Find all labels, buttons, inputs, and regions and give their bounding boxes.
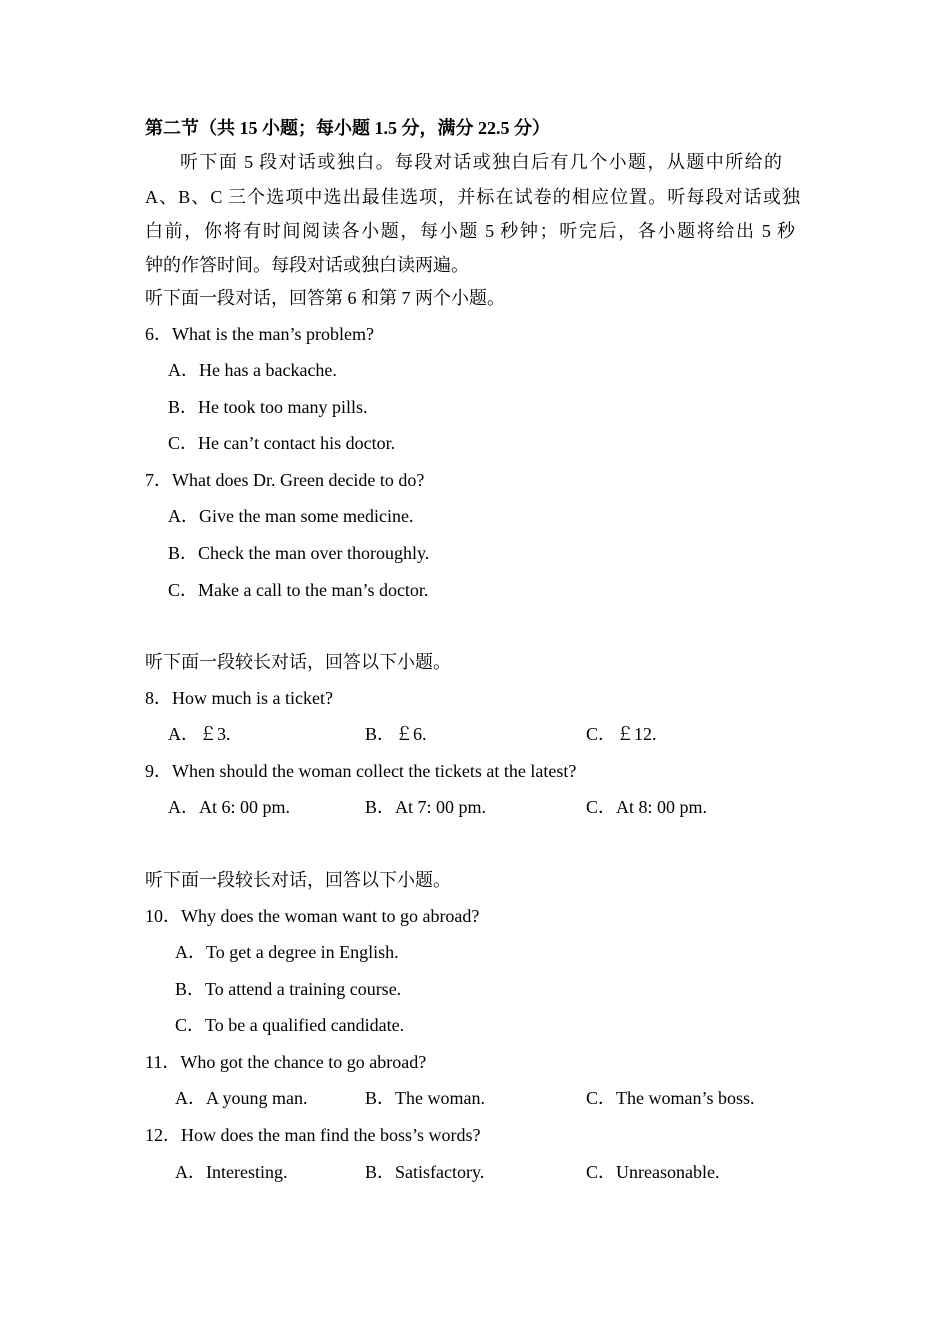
question-number: 6． <box>145 324 172 344</box>
group-intro: 听下面一段较长对话，回答以下小题。 <box>145 652 451 672</box>
question-number: 12． <box>145 1125 181 1145</box>
answer-option: C．At 8: 00 pm. <box>586 797 708 817</box>
question-text: Who got the chance to go abroad? <box>180 1052 427 1072</box>
answer-option: A．He has a backache. <box>168 360 337 380</box>
instructions-line: 白前，你将有时间阅读各小题，每小题 5 秒钟；听完后，各小题将给出 5 秒 <box>145 221 795 241</box>
group-intro: 听下面一段较长对话，回答以下小题。 <box>145 870 451 890</box>
question <box>145 468 424 492</box>
answer-option: B．He took too many pills. <box>168 397 368 417</box>
question <box>145 904 479 928</box>
answer-option: C．Make a call to the man’s doctor. <box>168 580 429 600</box>
question-text: How much is a ticket? <box>172 688 333 708</box>
answer-option: C．He can’t contact his doctor. <box>168 433 396 453</box>
answer-option: C．To be a qualified candidate. <box>175 1015 405 1035</box>
question-number: 7． <box>145 470 172 490</box>
question <box>145 322 374 346</box>
answer-option: C．The woman’s boss. <box>586 1088 755 1108</box>
answer-option: C．Unreasonable. <box>586 1162 720 1182</box>
answer-option: B．Check the man over thoroughly. <box>168 543 430 563</box>
answer-option: A．To get a degree in English. <box>175 942 399 962</box>
answer-option: A．Interesting. <box>175 1162 288 1182</box>
question-number: 9． <box>145 761 172 781</box>
answer-option: B．At 7: 00 pm. <box>365 797 487 817</box>
question <box>145 1123 480 1147</box>
question-number: 10． <box>145 906 181 926</box>
question-text: What is the man’s problem? <box>172 324 374 344</box>
question-number: 8． <box>145 688 172 708</box>
question-text: How does the man find the boss’s words? <box>181 1125 481 1145</box>
answer-option: B．￡6. <box>365 724 427 744</box>
question <box>145 686 333 710</box>
instructions-line: 听下面 5 段对话或独白。每段对话或独白后有几个小题，从题中所给的 <box>180 152 782 172</box>
question <box>145 759 576 783</box>
instructions-line: 钟的作答时间。每段对话或独白读两遍。 <box>145 255 469 275</box>
answer-option: C．￡12. <box>586 724 657 744</box>
answer-option: A．A young man. <box>175 1088 308 1108</box>
question-number: 11． <box>145 1052 181 1072</box>
question <box>145 1050 426 1074</box>
group-intro: 听下面一段对话，回答第 6 和第 7 两个小题。 <box>145 288 505 308</box>
question-text: When should the woman collect the tickets at the latest? <box>172 761 577 781</box>
section-title: 第二节（共 15 小题；每小题 1.5 分，满分 22.5 分） <box>145 118 550 138</box>
answer-option: A．At 6: 00 pm. <box>168 797 291 817</box>
answer-option: B．Satisfactory. <box>365 1162 485 1182</box>
answer-option: A．￡3. <box>168 724 231 744</box>
answer-option: A．Give the man some medicine. <box>168 506 414 526</box>
question-text: Why does the woman want to go abroad? <box>181 906 480 926</box>
question-text: What does Dr. Green decide to do? <box>172 470 425 490</box>
instructions-line: A、B、C 三个选项中选出最佳选项，并标在试卷的相应位置。听每段对话或独 <box>145 187 800 207</box>
answer-option: B．To attend a training course. <box>175 979 402 999</box>
answer-option: B．The woman. <box>365 1088 485 1108</box>
